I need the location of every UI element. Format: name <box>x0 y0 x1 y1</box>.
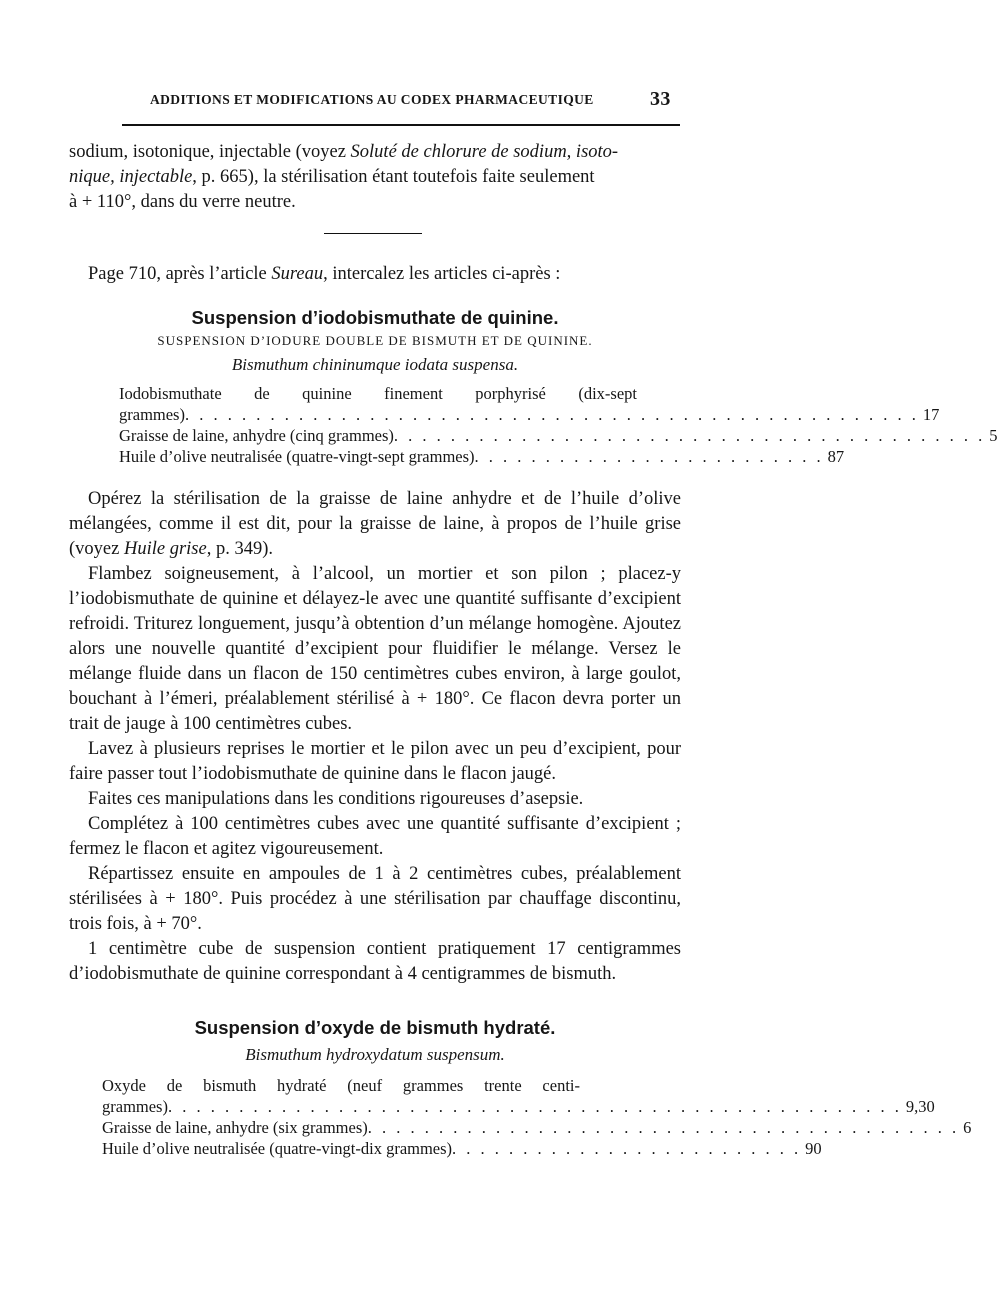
formula-row: Graisse de laine, anhydre (six grammes) . . . . . . . . . . . . . . . . . . . . . . . . . . . . . . . . . . . . . . . . . . 6 <box>102 1118 972 1137</box>
section-title-bismuth-oxide: Suspension d’oxyde de bismuth hydraté. <box>194 1017 556 1038</box>
latin-name: Bismuthum hydroxydatum suspensum. <box>245 1045 505 1064</box>
paragraph: Flambez soigneusement, à l’alcool, un mortier et son pilon ; placez-y l’iodobismuthate de quinine et délayez-le avec une quantité suffisante d’excipient refroidi. Triturez longuement, jusqu’à obtention d’un mélange homogène. Ajoutez alors une nouvelle quantité d’excipient pour fluidifier le mélange. Versez le mélange fluide dans un flacon de 150 centimètres cubes environ, à large goulot, bouchant à l’émeri, préalablement stérilisé à + 180°. Ce flacon devra porter un trait de jauge à 100 centimètres cubes. <box>69 564 681 734</box>
formula-row: Graisse de laine, anhydre (cinq grammes) . . . . . . . . . . . . . . . . . . . . . . . . . . . . . . . . . . . . . . . . . . 5 <box>119 426 998 445</box>
latin-name: Bismuthum chininumque iodata suspensa. <box>231 355 519 374</box>
formula-row: Iodobismuthate de quinine finement porphyrisé (dix-sept grammes) . . . . . . . . . . . . . . . . . . . . . . . . . . . . . . . . . . . . . . . . . . . . . . . . . . . . 17 <box>119 384 940 424</box>
formula-table <box>119 383 998 467</box>
page-number: 33 <box>650 88 671 110</box>
formula-row: Oxyde de bismuth hydraté (neuf grammes trente centi- grammes) . . . . . . . . . . . . . . . . . . . . . . . . . . . . . . . . . . . . . . . . . . . . . . . . . . . . 9,30 <box>102 1076 935 1116</box>
separator-rule <box>324 233 422 234</box>
section-subtitle: SUSPENSION D’IODURE DOUBLE DE BISMUTH ET DE QUININE. <box>157 333 593 348</box>
formula-table <box>102 1075 972 1159</box>
paragraph: Répartissez ensuite en ampoules de 1 à 2 centimètres cubes, préalablement stérilisées à + 180°. Puis procédez à une stérilisation par chauffage discontinu, trois fois, à + 70°. <box>69 864 681 934</box>
running-title: ADDITIONS ET MODIFICATIONS AU CODEX PHARMACEUTIQUE <box>150 92 594 107</box>
header-rule <box>122 124 680 126</box>
paragraph: Faites ces manipulations dans les conditions rigoureuses d’asepsie. <box>88 789 584 809</box>
paragraph: 1 centimètre cube de suspension contient pratiquement 17 centigrammes d’iodobismuthate de quinine correspondant à 4 centigrammes de bismuth. <box>69 939 681 984</box>
section-title-iodobismuthate: Suspension d’iodobismuthate de quinine. <box>191 307 559 328</box>
formula-row: Huile d’olive neutralisée (quatre-vingt-dix grammes) . . . . . . . . . . . . . . . . . . . . . . . . . 90 <box>102 1139 822 1158</box>
formula-row: Huile d’olive neutralisée (quatre-vingt-sept grammes) . . . . . . . . . . . . . . . . . . . . . . . . . 87 <box>119 447 845 466</box>
paragraph: Lavez à plusieurs reprises le mortier et le pilon avec un peu d’excipient, pour faire passer tout l’iodobismuthate de quinine dans le flacon jaugé. <box>69 739 681 784</box>
insertion-instruction: Page 710, après l’article Sureau, intercalez les articles ci-après : <box>88 264 561 284</box>
paragraph: Complétez à 100 centimètres cubes avec une quantité suffisante d’excipient ; fermez le flacon et agitez vigoureusement. <box>69 814 681 859</box>
page-body <box>69 140 998 1159</box>
paragraph: Opérez la stérilisation de la graisse de laine anhydre et de l’huile d’olive mélangées, comme il est dit, pour la graisse de laine, à propos de l’huile grise (voyez Huile grise, p. 349). <box>69 489 681 559</box>
intro-paragraph: sodium, isotonique, injectable (voyez Soluté de chlorure de sodium, isoto- nique, injectable, p. 665), la stérilisation étant toutefois faite seulement à + 110°, dans du verre neutre. <box>69 142 619 212</box>
